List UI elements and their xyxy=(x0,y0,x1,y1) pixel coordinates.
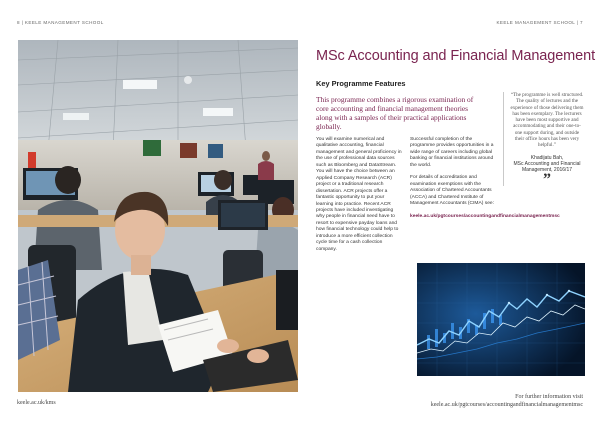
right-running-head: KEELE MANAGEMENT SCHOOL | 7 xyxy=(496,20,583,25)
body-column-1 xyxy=(316,137,402,259)
column1-paragraph: You will examine numerical and qualitative accounting, financial management and general proficiency in the use of professional data sources such as Bloomberg and DataStream. You will have the choice between an Applied Company Research (ACR) project or a traditional research dissertation. ACR projects offer a fantastic opportunity to put your learning into practice. Recent ACR projects have included investigating why people in financial need have to resort to expensive payday loans and how financial technology could help to introduce a more efficient collection cycle time for a cash collection company. xyxy=(316,137,402,252)
quote-course: MSc Accounting and Financial Management, 2016/17 xyxy=(513,160,581,173)
quote-author: Khadijatu Bah, xyxy=(530,154,564,161)
financial-data-graphic xyxy=(417,263,585,376)
quote-attribution xyxy=(510,155,584,173)
closing-quote-mark-icon: ” xyxy=(543,170,551,188)
accreditation-link[interactable]: keele.ac.uk/pgtcourses/accountingandfinancialmanagementmsc xyxy=(410,213,560,219)
right-footer xyxy=(431,393,583,409)
left-running-head: 8 | KEELE MANAGEMENT SCHOOL xyxy=(17,20,104,25)
quote-text: “The programme is well structured. The quality of lectures and the experience of those delivering them has been exemplary. The lecturers have been most supportive and accommodating and their one-to-one support during, and outside their office hours has been very helpful.” xyxy=(510,92,584,149)
students-computer-lab-photo xyxy=(18,40,298,392)
programme-title: MSc Accounting and Financial Management xyxy=(316,48,596,64)
left-footer-url[interactable]: keele.ac.uk/kms xyxy=(17,400,56,406)
intro-paragraph: This programme combines a rigorous examination of core accounting and financial management theories along with a samples of their practical applications globally. xyxy=(316,95,474,131)
section-heading: Key Programme Features xyxy=(316,79,406,88)
footer-info-label: For further information visit xyxy=(515,394,583,400)
footer-course-url[interactable]: keele.ac.uk/pgtcourses/accountingandfinancialmanagementmsc xyxy=(430,402,583,409)
column2-paragraph-2: For details of accreditation and examination exemptions with the Association of Chartered Accountants (ACCA) and Chartered Institute of Management Accountants (CIMA) see: xyxy=(410,175,494,207)
right-page xyxy=(300,0,600,428)
column2-paragraph-1: Successful completion of the programme provides opportunities in a wide range of careers including global banking or financial institutions around the world. xyxy=(410,137,494,168)
testimonial-quote xyxy=(503,92,584,186)
